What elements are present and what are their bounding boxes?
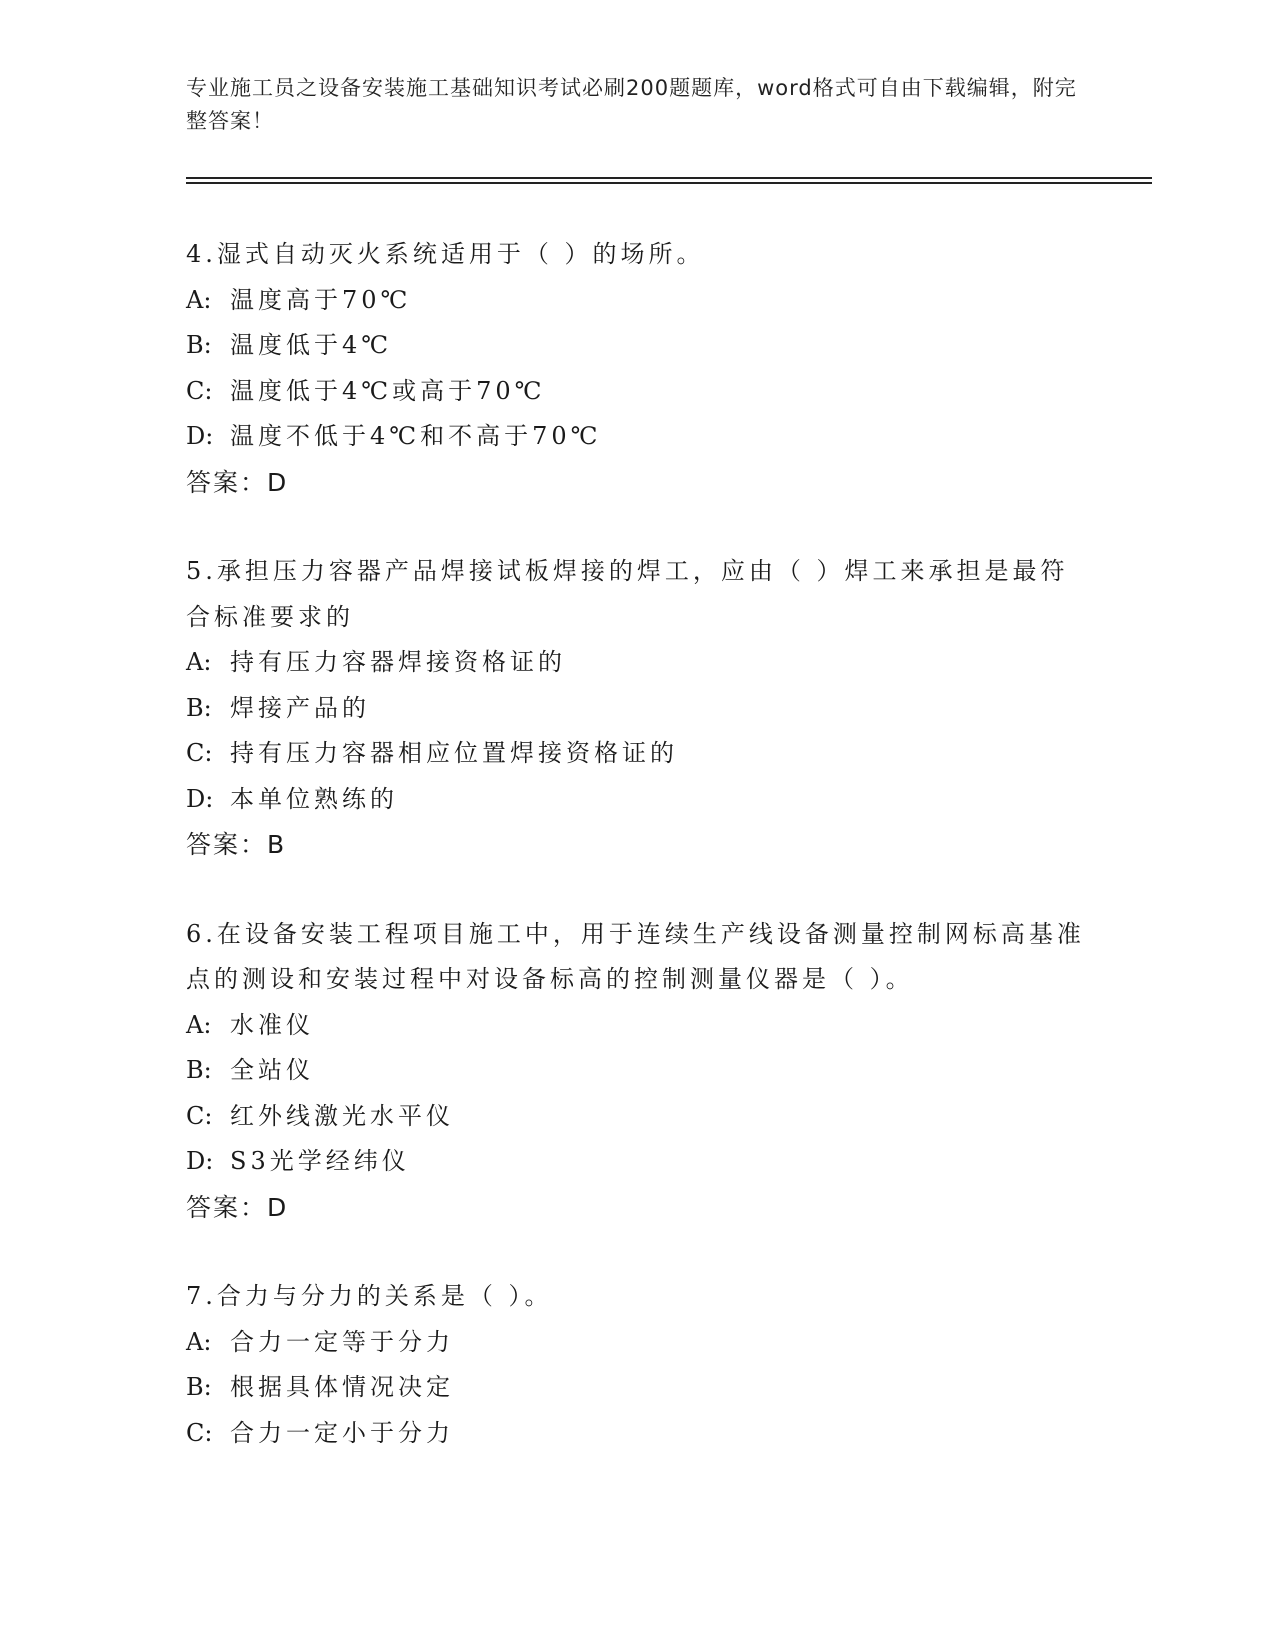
option-c — [186, 1094, 1086, 1140]
option-text: 温度低于4℃ — [230, 331, 393, 359]
question-4 — [186, 232, 1086, 505]
option-label: A: — [186, 1010, 212, 1039]
option-b — [186, 323, 1086, 369]
option-c — [186, 369, 1086, 415]
document-header: 专业施工员之设备安装施工基础知识考试必刷200题题库，word格式可自由下载编辑，附完整答案！ — [186, 76, 1077, 133]
option-label: C: — [186, 376, 213, 405]
answer-line — [186, 460, 1086, 506]
option-label: A: — [186, 648, 212, 676]
answer-label: 答案： — [186, 830, 268, 859]
option-label: C: — [186, 1101, 213, 1130]
option-label: A: — [186, 1327, 212, 1356]
option-b — [186, 686, 1086, 732]
option-c — [186, 731, 1086, 777]
answer-line — [186, 1185, 1086, 1231]
answer-label: 答案： — [186, 1192, 268, 1222]
option-text: 红外线激光水平仪 — [230, 1101, 454, 1130]
answer-value: D — [267, 1192, 289, 1222]
option-text: 水准仪 — [230, 1010, 314, 1039]
option-text: 根据具体情况决定 — [230, 1373, 454, 1401]
option-a — [186, 1320, 1086, 1366]
option-label: A: — [186, 285, 212, 314]
option-b — [186, 1048, 1086, 1094]
answer-line — [186, 822, 1086, 868]
answer-value: B — [267, 830, 287, 859]
question-text: 5.承担压力容器产品焊接试板焊接的焊工，应由（ ）焊工来承担是最符合标准要求的 — [186, 557, 1069, 631]
option-label: D: — [186, 422, 214, 450]
option-d — [186, 777, 1086, 823]
option-label: B: — [186, 1056, 212, 1084]
option-text: 本单位熟练的 — [230, 784, 398, 813]
question-list — [186, 232, 1086, 1500]
header-divider-bottom — [186, 182, 1152, 184]
option-text: 温度不低于4℃和不高于70℃ — [230, 422, 602, 450]
option-text: 合力一定小于分力 — [230, 1418, 454, 1447]
option-c — [186, 1411, 1086, 1457]
option-text: 合力一定等于分力 — [230, 1327, 454, 1356]
header-divider-top — [186, 177, 1152, 179]
option-text: 持有压力容器焊接资格证的 — [230, 648, 566, 676]
option-label: D: — [186, 1147, 214, 1175]
option-b — [186, 1365, 1086, 1411]
answer-value: D — [267, 467, 289, 497]
option-label: C: — [186, 1418, 213, 1447]
option-label: B: — [186, 331, 212, 359]
question-6 — [186, 912, 1086, 1231]
option-text: 温度高于70℃ — [230, 285, 412, 314]
option-d — [186, 1139, 1086, 1185]
option-label: B: — [186, 693, 212, 722]
option-text: 全站仪 — [230, 1056, 314, 1084]
option-a — [186, 1003, 1086, 1049]
option-text: 焊接产品的 — [230, 693, 370, 722]
option-label: C: — [186, 739, 213, 767]
option-d — [186, 414, 1086, 460]
option-text: S3光学经纬仪 — [230, 1147, 410, 1175]
option-label: D: — [186, 784, 214, 813]
question-text: 6.在设备安装工程项目施工中，用于连续生产线设备测量控制网标高基准点的测设和安装过程中对设备标高的控制测量仪器是（ ）。 — [186, 919, 1085, 993]
question-text: 7.合力与分力的关系是（ ）。 — [186, 1282, 553, 1310]
answer-label: 答案： — [186, 467, 268, 497]
option-label: B: — [186, 1373, 212, 1401]
option-a — [186, 278, 1086, 324]
option-text: 持有压力容器相应位置焊接资格证的 — [230, 739, 678, 767]
option-text: 温度低于4℃或高于70℃ — [230, 376, 546, 405]
question-text: 4.湿式自动灭火系统适用于（ ）的场所。 — [186, 240, 705, 268]
question-5 — [186, 549, 1086, 868]
option-a — [186, 640, 1086, 686]
question-7 — [186, 1274, 1086, 1456]
